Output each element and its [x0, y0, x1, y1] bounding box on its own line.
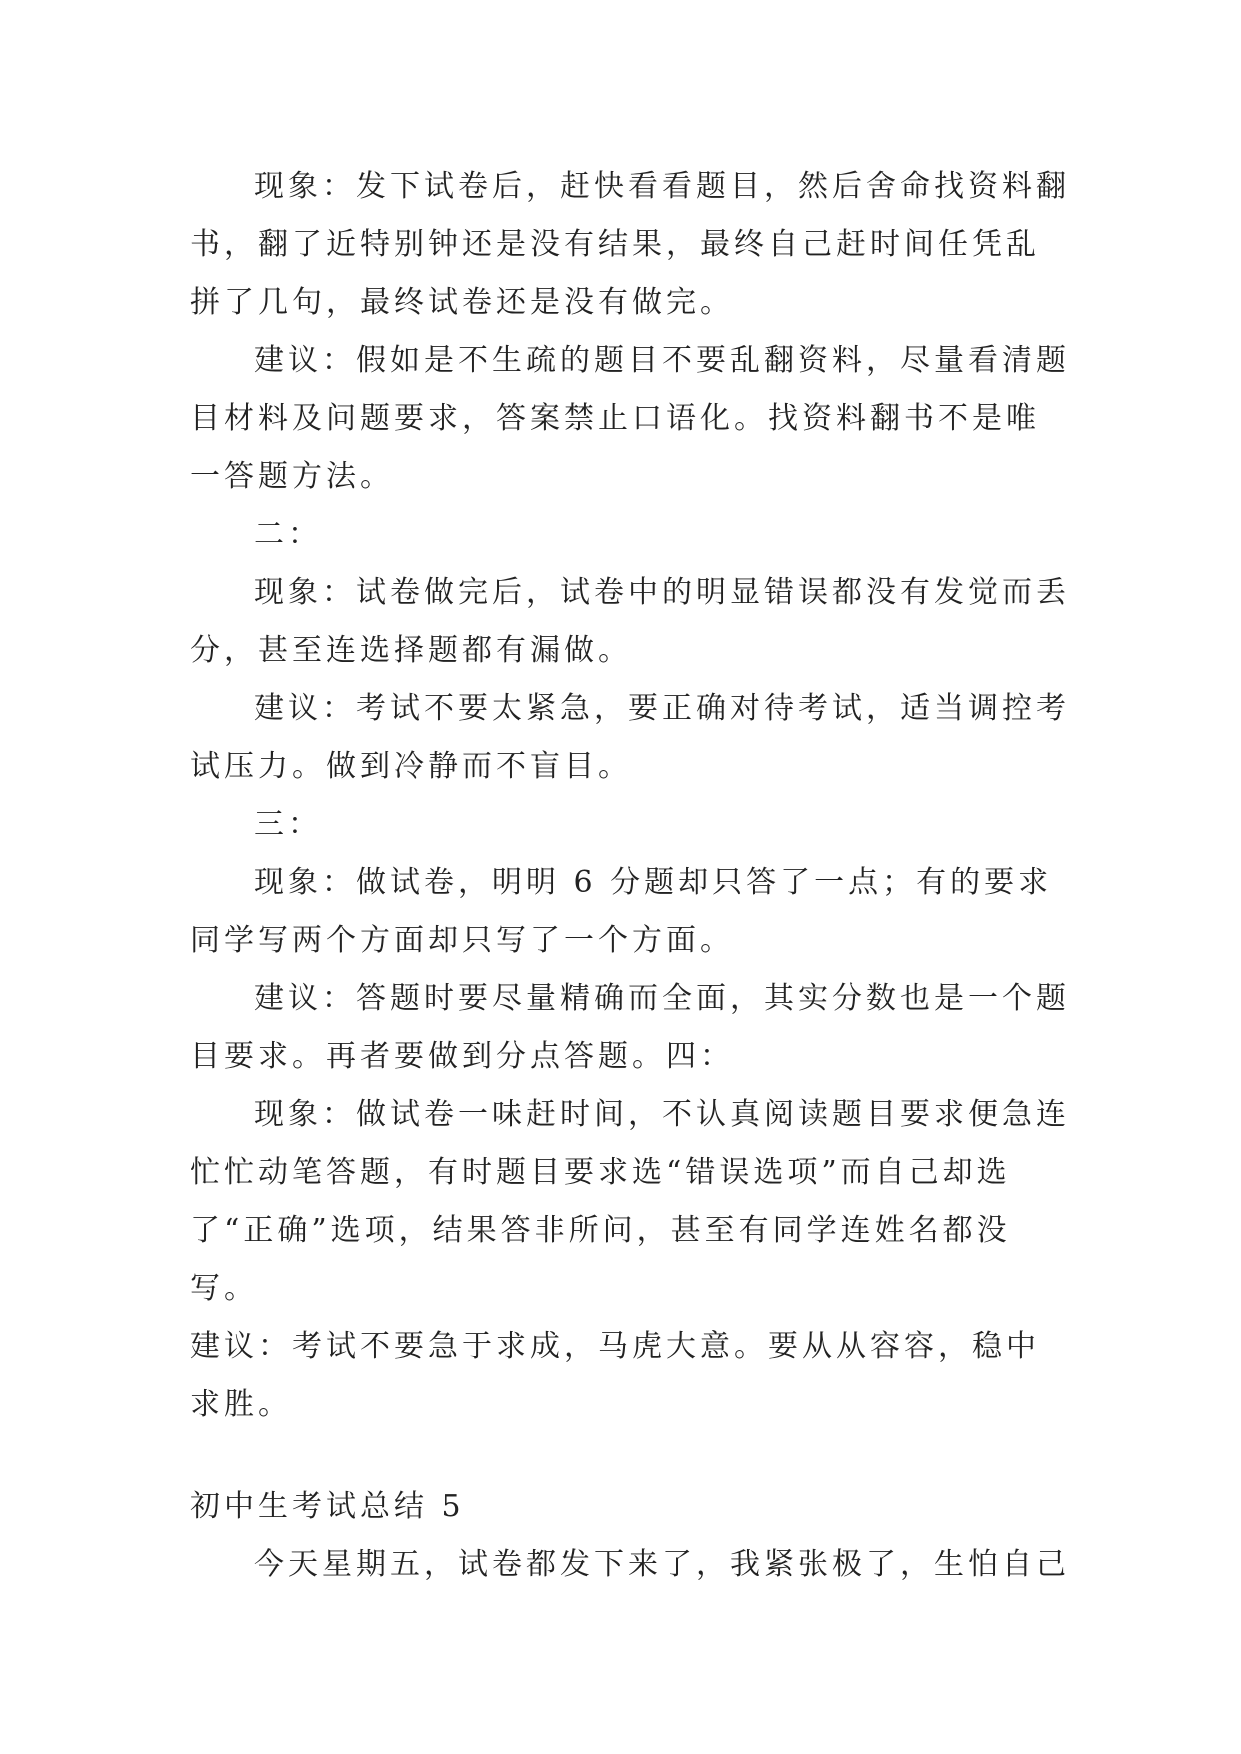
paragraph-phenomenon-1: 现象：发下试卷后，赶快看看题目，然后舍命找资料翻书，翻了近特别钟还是没有结果，最终自己赶时间任凭乱拼了几句，最终试卷还是没有做完。 — [190, 169, 1070, 320]
paragraph-suggestion-2: 建议：考试不要太紧急，要正确对待考试，适当调控考试压力。做到冷静而不盲目。 — [190, 691, 1070, 784]
section-title: 初中生考试总结 5 — [190, 1489, 465, 1524]
paragraph-intro-5: 今天星期五，试卷都发下来了，我紧张极了，生怕自己 — [254, 1547, 1070, 1582]
paragraph-phenomenon-4: 现象：做试卷一味赶时间，不认真阅读题目要求便急连忙忙动笔答题，有时题目要求选“错误选项”而自己却选了“正确”选项，结果答非所问，甚至有同学连姓名都没写。 — [190, 1097, 1070, 1306]
paragraph-phenomenon-3: 现象：做试卷，明明 6 分题却只答了一点；有的要求同学写两个方面却只写了一个方面。 — [190, 865, 1053, 958]
paragraph-phenomenon-2: 现象：试卷做完后，试卷中的明显错误都没有发觉而丢分，甚至连选择题都有漏做。 — [190, 575, 1070, 668]
paragraph-suggestion-3: 建议：答题时要尽量精确而全面，其实分数也是一个题目要求。再者要做到分点答题。四： — [190, 981, 1070, 1074]
paragraph-suggestion-4: 建议：考试不要急于求成，马虎大意。要从从容容，稳中求胜。 — [190, 1329, 1040, 1422]
paragraph-suggestion-1: 建议：假如是不生疏的题目不要乱翻资料，尽量看清题目材料及问题要求，答案禁止口语化。找资料翻书不是唯一答题方法。 — [190, 343, 1070, 494]
paragraph-label-two: 二： — [254, 517, 322, 552]
paragraph-label-three: 三： — [254, 807, 322, 842]
document-body — [190, 158, 1070, 1594]
